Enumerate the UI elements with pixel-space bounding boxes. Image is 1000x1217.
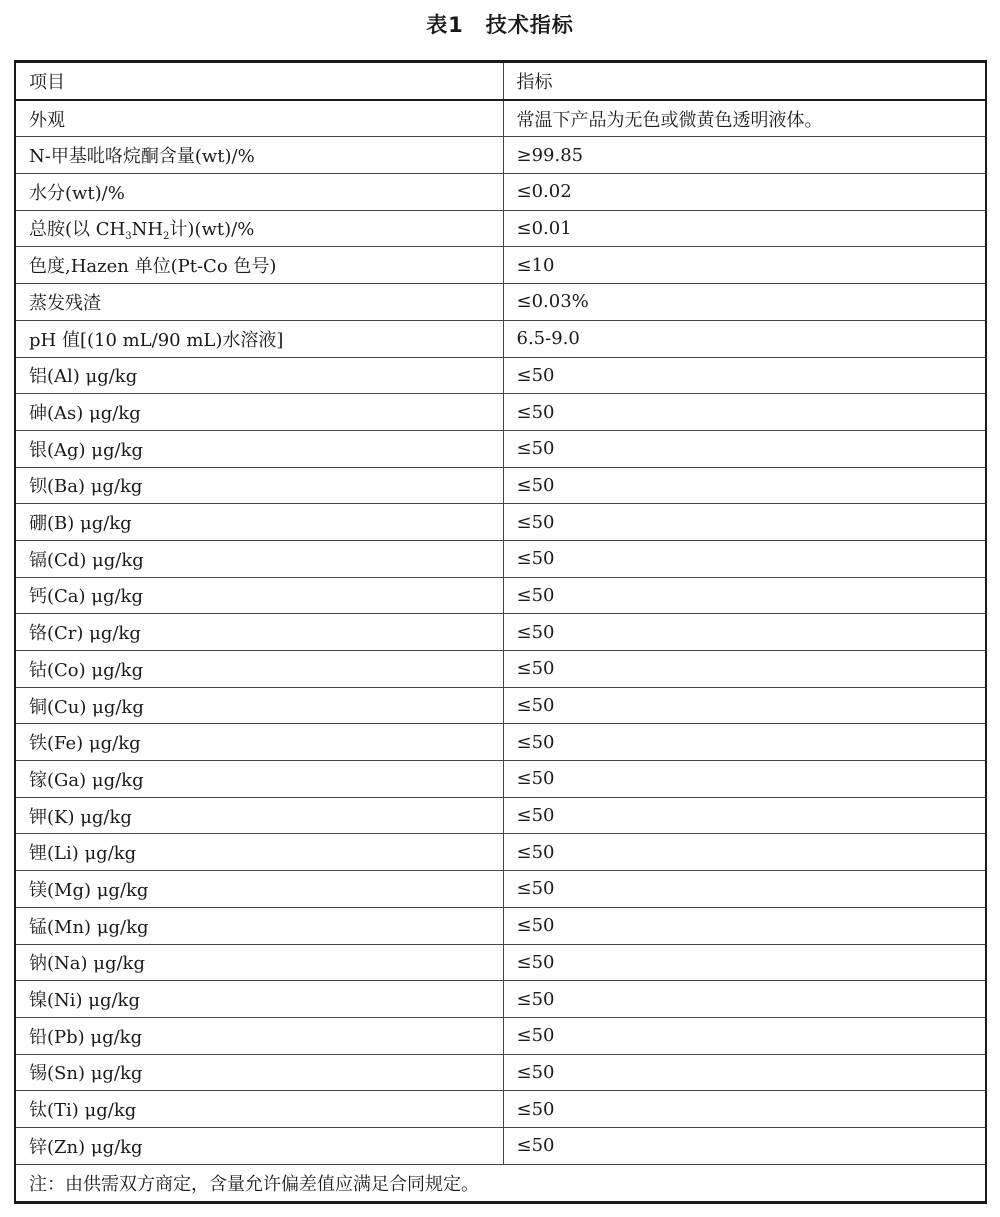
item-cell: 锡(Sn) μg/kg [15, 1054, 503, 1091]
item-text: 计)(wt)/% [169, 219, 255, 241]
item-cell: 铅(Pb) μg/kg [15, 1017, 503, 1054]
table-row [15, 174, 986, 211]
spec-cell: ≤0.01 [503, 210, 986, 247]
table-row [15, 687, 986, 724]
table-header-row [15, 62, 986, 100]
table-row [15, 577, 986, 614]
table-row [15, 981, 986, 1018]
spec-cell: ≤0.03% [503, 284, 986, 321]
table-row [15, 504, 986, 541]
spec-cell: ≤50 [503, 687, 986, 724]
item-cell: 铬(Cr) μg/kg [15, 614, 503, 651]
item-cell: 锂(Li) μg/kg [15, 834, 503, 871]
item-cell: 钛(Ti) μg/kg [15, 1091, 503, 1128]
table-row [15, 1054, 986, 1091]
item-text: 总胺(以 CH [29, 219, 126, 241]
spec-cell: ≤50 [503, 907, 986, 944]
table-row [15, 137, 986, 174]
header-spec: 指标 [503, 62, 986, 100]
item-cell: 锌(Zn) μg/kg [15, 1127, 503, 1164]
table-row [15, 320, 986, 357]
table-row [15, 467, 986, 504]
item-cell: 铜(Cu) μg/kg [15, 687, 503, 724]
table-row [15, 907, 986, 944]
spec-cell: ≤50 [503, 944, 986, 981]
spec-cell: 6.5-9.0 [503, 320, 986, 357]
table-row [15, 614, 986, 651]
spec-table [14, 60, 987, 1204]
item-cell: 蒸发残渣 [15, 284, 503, 321]
item-cell: 钴(Co) μg/kg [15, 651, 503, 688]
subscript: 3 [125, 231, 132, 243]
spec-cell: ≤50 [503, 651, 986, 688]
item-cell: 水分(wt)/% [15, 174, 503, 211]
item-text: NH [131, 219, 164, 241]
item-cell [15, 210, 503, 247]
item-cell: 镉(Cd) μg/kg [15, 540, 503, 577]
item-cell: 钠(Na) μg/kg [15, 944, 503, 981]
spec-cell: ≤50 [503, 981, 986, 1018]
table-row [15, 797, 986, 834]
spec-cell: ≤50 [503, 614, 986, 651]
spec-cell: ≤50 [503, 1054, 986, 1091]
table-row [15, 247, 986, 284]
item-cell: 砷(As) μg/kg [15, 394, 503, 431]
spec-cell: ≤50 [503, 834, 986, 871]
spec-cell: ≤50 [503, 394, 986, 431]
item-cell: 硼(B) μg/kg [15, 504, 503, 541]
item-cell: 镓(Ga) μg/kg [15, 761, 503, 798]
table-row [15, 1127, 986, 1164]
spec-cell: ≤50 [503, 504, 986, 541]
table-row [15, 1091, 986, 1128]
spec-cell: ≤50 [503, 1017, 986, 1054]
spec-cell: ≤50 [503, 797, 986, 834]
spec-cell: ≤50 [503, 540, 986, 577]
item-cell: 铝(Al) μg/kg [15, 357, 503, 394]
item-cell: 镁(Mg) μg/kg [15, 871, 503, 908]
table-row [15, 394, 986, 431]
table-row [15, 100, 986, 137]
table-row [15, 540, 986, 577]
item-cell: 镍(Ni) μg/kg [15, 981, 503, 1018]
spec-table-body [15, 62, 986, 1203]
table-row [15, 430, 986, 467]
table-row [15, 834, 986, 871]
table-row [15, 761, 986, 798]
spec-cell: ≤50 [503, 871, 986, 908]
item-cell: 锰(Mn) μg/kg [15, 907, 503, 944]
item-cell: pH 值[(10 mL/90 mL)水溶液] [15, 320, 503, 357]
item-cell: 铁(Fe) μg/kg [15, 724, 503, 761]
table-row [15, 724, 986, 761]
item-cell: 钡(Ba) μg/kg [15, 467, 503, 504]
spec-cell: ≤50 [503, 357, 986, 394]
table-row [15, 944, 986, 981]
item-cell: 钾(K) μg/kg [15, 797, 503, 834]
spec-cell: ≤50 [503, 1091, 986, 1128]
spec-cell: ≤50 [503, 724, 986, 761]
table-note-row [15, 1164, 986, 1202]
item-cell: N-甲基吡咯烷酮含量(wt)/% [15, 137, 503, 174]
item-cell: 外观 [15, 100, 503, 137]
table-row [15, 357, 986, 394]
table-title: 表1 技术指标 [426, 13, 574, 37]
table-row [15, 284, 986, 321]
item-cell: 色度,Hazen 单位(Pt-Co 色号) [15, 247, 503, 284]
spec-cell: ≤50 [503, 577, 986, 614]
spec-cell: ≤10 [503, 247, 986, 284]
table-note: 注：由供需双方商定，含量允许偏差值应满足合同规定。 [15, 1164, 986, 1202]
header-item: 项目 [15, 62, 503, 100]
spec-cell: ≤0.02 [503, 174, 986, 211]
item-cell: 钙(Ca) μg/kg [15, 577, 503, 614]
item-cell: 银(Ag) μg/kg [15, 430, 503, 467]
spec-cell: ≤50 [503, 1127, 986, 1164]
table-row [15, 210, 986, 247]
spec-cell: ≤50 [503, 761, 986, 798]
spec-cell: ≥99.85 [503, 137, 986, 174]
subscript: 2 [163, 231, 170, 243]
spec-cell: 常温下产品为无色或微黄色透明液体。 [503, 100, 986, 137]
table-row [15, 1017, 986, 1054]
table-row [15, 871, 986, 908]
table-row [15, 651, 986, 688]
spec-cell: ≤50 [503, 467, 986, 504]
spec-cell: ≤50 [503, 430, 986, 467]
